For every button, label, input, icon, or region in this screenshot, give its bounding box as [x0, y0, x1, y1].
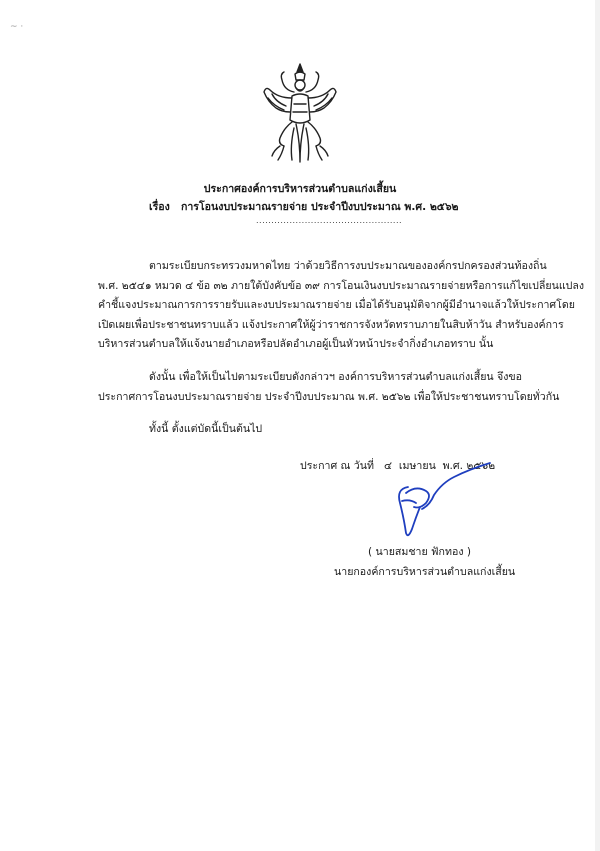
document-title: ประกาศองค์การบริหารส่วนตำบลแก่งเสี้ยน: [203, 183, 397, 195]
date-label: ประกาศ ณ วันที่: [300, 460, 374, 472]
subject-line: [149, 200, 459, 214]
signer-title: นายกองค์การบริหารส่วนตำบลแก่งเสี้ยน: [334, 566, 516, 578]
separator-dots: ................................................: [256, 216, 403, 225]
garuda-emblem-icon: [262, 62, 338, 166]
paragraph-3: ทั้งนี้ ตั้งแต่บัดนี้เป็นต้นไป: [149, 423, 263, 435]
date-year: พ.ศ. ๒๕๖๒: [442, 460, 496, 472]
page-edge: [595, 0, 600, 851]
subject-label: เรื่อง: [149, 201, 170, 213]
signature-icon: [386, 463, 496, 543]
paragraph-1-line-4: เปิดเผยเพื่อประชาชนทราบแล้ว แจ้งประกาศให้ผู้ว่าราชการจังหวัดทราบภายในสิบห้าวัน สำหรับองค์การ: [98, 319, 564, 331]
paragraph-2-line-2: ประกาศการโอนงบประมาณรายจ่าย ประจำปีงบประมาณ พ.ศ. ๒๕๖๒ เพื่อให้ประชาชนทราบโดยทั่วกัน: [98, 391, 560, 403]
paragraph-2-line-1: ดังนั้น เพื่อให้เป็นไปตามระเบียบดังกล่าวฯ องค์การบริหารส่วนตำบลแก่งเสี้ยน จึงขอ: [149, 371, 523, 383]
paragraph-1-line-1: ตามระเบียบกระทรวงมหาดไทย ว่าด้วยวิธีการงบประมาณขององค์กรปกครองส่วนท้องถิ่น: [149, 260, 547, 272]
signer-name: ( นายสมชาย ฟักทอง ): [368, 546, 471, 558]
paragraph-1-line-3: คำชี้แจงประมาณการการรายรับและงบประมาณรายจ่าย เมื่อได้รับอนุมัติจากผู้มีอำนาจแล้วให้ประกาศโดย: [98, 299, 575, 311]
date-day: ๔: [384, 460, 393, 472]
paragraph-1-line-2: พ.ศ. ๒๕๔๑ หมวด ๔ ข้อ ๓๒ ภายใต้บังคับข้อ ๓๙ การโอนเงินงบประมาณรายจ่ายหรือการแก้ไขเปลี่ยนแปลง: [98, 280, 585, 292]
margin-scribble-icon: ~ ·: [10, 22, 24, 32]
paragraph-1-line-5: บริหารส่วนตำบลให้แจ้งนายอำเภอหรือปลัดอำเภอผู้เป็นหัวหน้าประจำกิ่งอำเภอทราบ นั้น: [98, 338, 494, 350]
date-month: เมษายน: [398, 460, 436, 472]
subject-text: การโอนงบประมาณรายจ่าย ประจำปีงบประมาณ พ.ศ. ๒๕๖๒: [180, 201, 459, 213]
